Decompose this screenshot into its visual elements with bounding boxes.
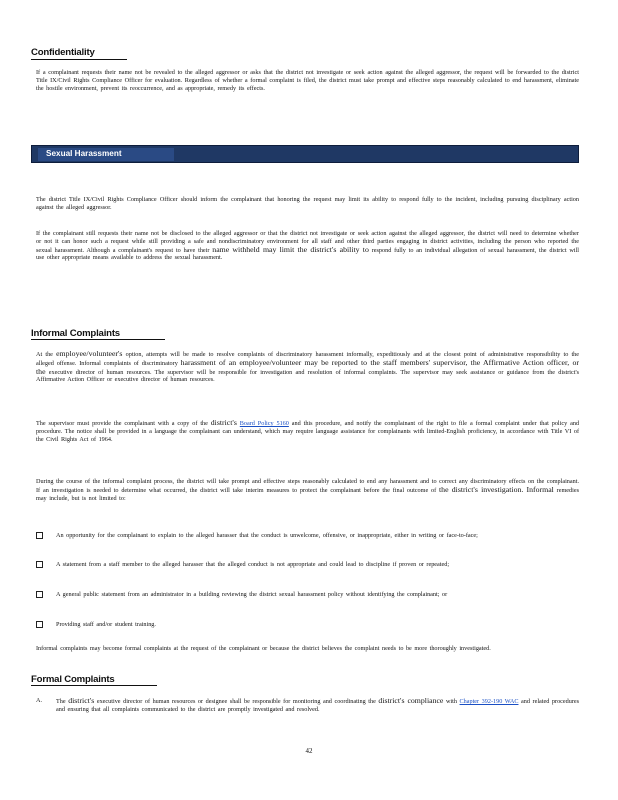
list-item: [36, 591, 579, 609]
formal-item-a: [36, 697, 579, 727]
item-letter: A.: [36, 697, 43, 704]
paragraph-text: executive director of human resources. The supervisor will be responsible for investigation and resolution of informal complaints. The supervisor may seek assistance or guidance from the district's Affirmative Action Officer or executive director of human resources.: [36, 368, 579, 384]
paragraph-emphasis: the district's investigation. Informal: [439, 484, 554, 494]
list-item-text: Providing staff and/or student training.: [56, 621, 156, 628]
heading-underline: [31, 59, 127, 60]
sexual-harassment-paragraph-2: [36, 230, 579, 262]
bullet-box-icon: [36, 621, 43, 628]
heading-underline: [31, 685, 157, 686]
confidentiality-paragraph: If a complainant requests their name not be revealed to the alleged aggressor or asks that the district not investigate or seek action against the alleged aggressor, the request will be forwarded to the district Title IX/Civil Rights Compliance Officer for evaluation. Regardless of whether a formal complaint is filed, the district must take prompt and effective steps reasonably calculated to end harassment, eliminate the hostile environment, prevent its reoccurrence, and as appropriate, remedy its effects.: [36, 69, 579, 92]
informal-paragraph-3: [36, 478, 579, 502]
paragraph-emphasis: district's: [210, 418, 237, 427]
board-policy-link[interactable]: Board Policy 5160: [239, 420, 289, 427]
section-banner: [31, 145, 579, 163]
paragraph-text: The supervisor must provide the complainant with a copy of the: [36, 420, 208, 427]
list-item-text: A general public statement from an administrator in a building reviewing the district sexual harassment policy without identifying the complainant; or: [56, 591, 448, 598]
paragraph-text: option, attempts will be made to resolve complaints of discriminatory harassment informally, expeditiously and at the closest point of administrative responsibility to the alleged offense. Informal complaints of discriminatory: [36, 351, 580, 367]
list-item: [36, 561, 579, 579]
bullet-box-icon: [36, 561, 43, 568]
paragraph-emphasis: district's compliance: [378, 696, 444, 705]
formal-complaints-heading: Formal Complaints: [31, 674, 115, 685]
paragraph-emphasis: harassment of an employee/volunteer may be reported to the staff members' supervisor, the Affirmative Action officer, or the: [36, 357, 579, 376]
sexual-harassment-paragraph-1: The district Title IX/Civil Rights Compliance Officer should inform the complainant that honoring the request may limit its ability to respond fully to the incident, including pursuing disciplinary action against the alleged aggressor.: [36, 196, 579, 211]
heading-underline: [31, 339, 165, 340]
paragraph-text: During the course of the informal complaint process, the district will take prompt and effective steps reasonably calculated to end any harassment and to correct any discriminatory effects on the complainant. If an investigation is needed to determine what occurred, the district will take interim measures to protect the complainant before the final outcome of: [36, 478, 579, 494]
paragraph-emphasis: employee/volunteer's: [56, 349, 123, 358]
paragraph-text: remedies may include, but is not limited to:: [36, 486, 579, 502]
paragraph-text: respond fully to an individual allegation of sexual harassment, the district will use other appropriate means available to address the sexual harassment.: [36, 246, 580, 262]
bullet-box-icon: [36, 591, 43, 598]
paragraph-emphasis: district's: [68, 696, 95, 705]
informal-paragraph-1: [36, 350, 579, 384]
confidentiality-heading: Confidentiality: [31, 47, 95, 58]
paragraph-text: The: [56, 698, 66, 705]
page-number: 42: [305, 747, 313, 755]
formal-item-a-text: [56, 697, 579, 714]
paragraph-emphasis: name withheld may limit the district's ability to: [212, 244, 369, 254]
list-item: [36, 532, 579, 550]
banner-title: Sexual Harassment: [46, 149, 122, 158]
paragraph-text: executive director of human resources or designee shall be responsible for monitoring and coordinating the: [96, 698, 376, 705]
paragraph-text: At the: [36, 351, 53, 358]
paragraph-text: If the complainant still requests their name not be disclosed to the alleged aggressor or that the district not investigate or seek action against the alleged aggressor, the district will need to determine whether or not it can honor such a request while still providing a safe and nondiscriminatory environment for all staff and other third parties engaging in district activities, including the person who reported the sexual harassment. Although a complainant's request to have their: [36, 230, 579, 254]
paragraph-text: and this procedure, and notify the complainant of the right to file a formal complaint under that policy and procedure. The notice shall be provided in a language the complainant can understand, which may require language assistance for complainants with limited-English proficiency, in accordance with Title VI of the Civil Rights Act of 1964.: [36, 420, 580, 443]
list-item: [36, 621, 579, 631]
list-item-text: A statement from a staff member to the alleged harasser that the alleged conduct is not appropriate and could lead to discipline if proven or repeated;: [56, 561, 450, 568]
paragraph-text: and related procedures and ensuring that all complaints communicated to the district are promptly investigated and resolved.: [56, 698, 580, 713]
list-item-text: An opportunity for the complainant to explain to the alleged harasser that the conduct is unwelcome, offensive, or inappropriate, either in writing or face-to-face;: [56, 532, 478, 539]
informal-paragraph-4: Informal complaints may become formal complaints at the request of the complainant or because the district believes the complaint needs to be more thoroughly investigated.: [36, 645, 491, 652]
paragraph-text: with: [445, 698, 457, 705]
informal-complaints-heading: Informal Complaints: [31, 328, 120, 339]
bullet-box-icon: [36, 532, 43, 539]
informal-paragraph-2: [36, 419, 579, 443]
wac-chapter-link[interactable]: Chapter 392-190 WAC: [459, 698, 519, 705]
